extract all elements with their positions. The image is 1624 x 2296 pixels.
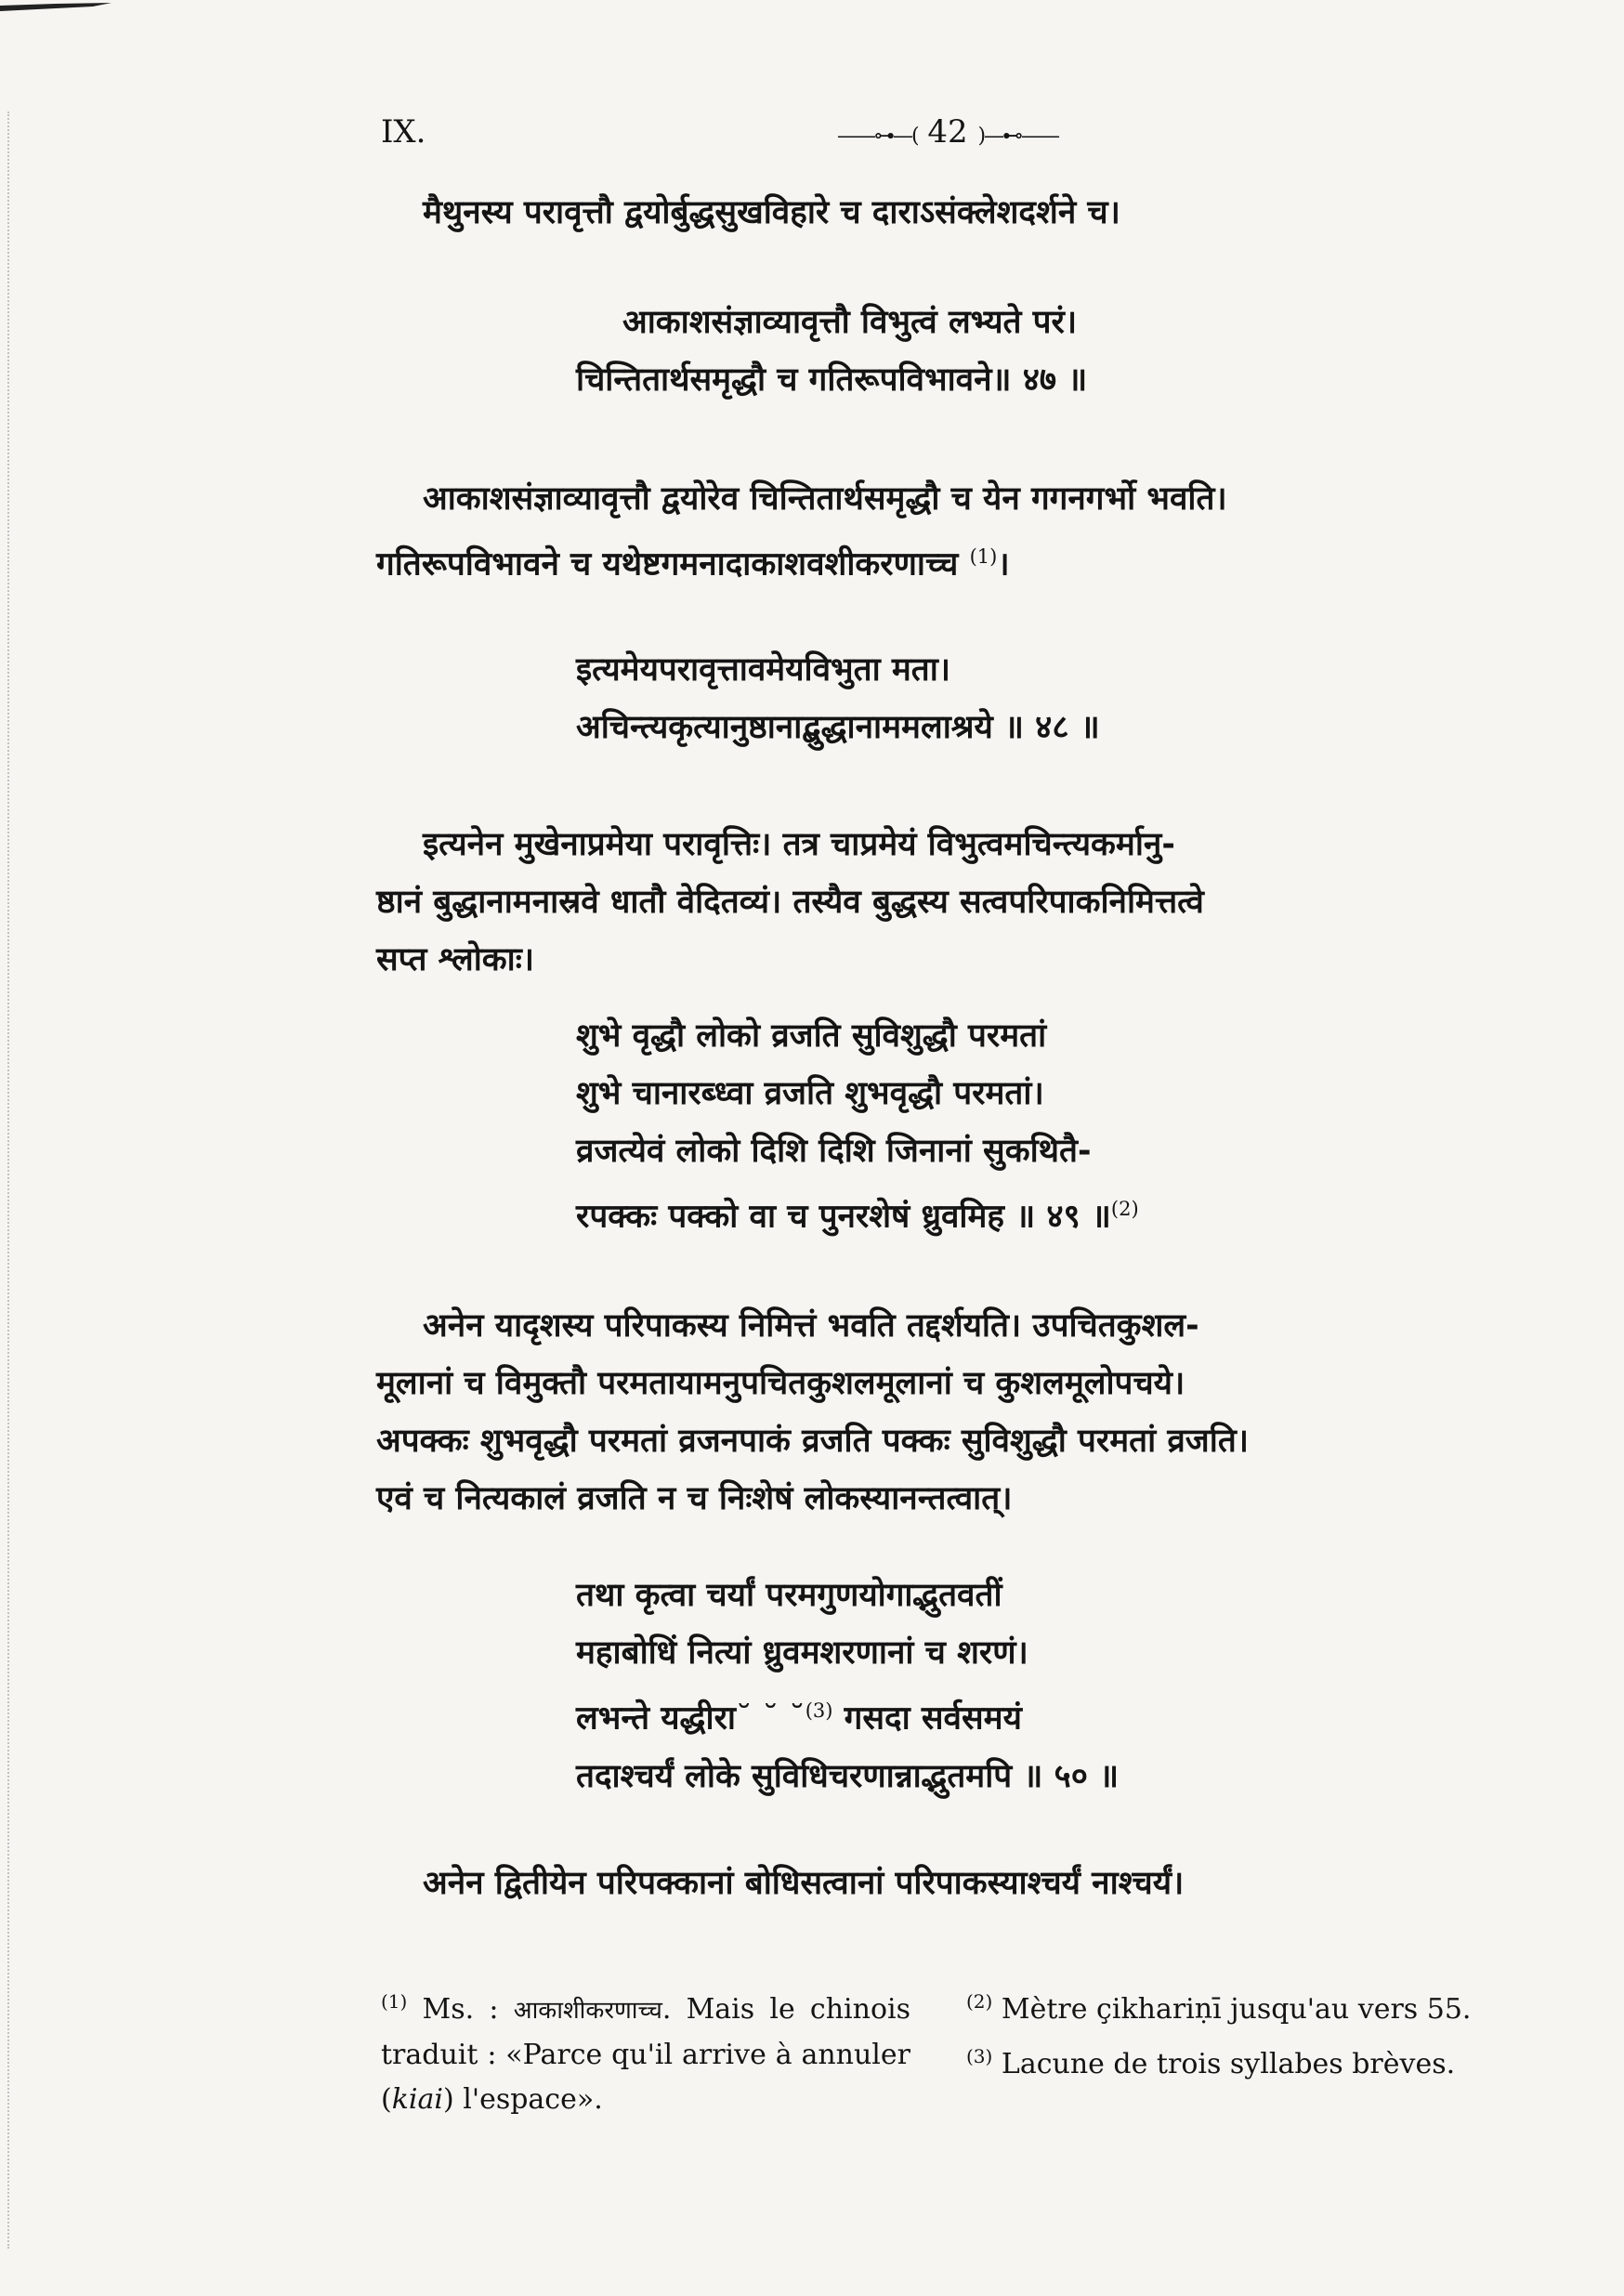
verse-49: शुभे वृद्धौ लोको व्रजति सुविशुद्धौ परमतां शुभे चानारब्ध्वा व्रजति शुभवृद्धौ परमतां। व्रजत्येवं लोको दिशि दिशि जिनानां सुकथितै- रपक्कः पक्को वा च पुनरशेषं ध्रुवमिह ॥ ४९ ॥$^{(2)}$ [576, 1017, 1139, 1236]
ornament-left-icon: ——⊶—( [836, 125, 918, 148]
prose-paragraph-3: इत्यनेन मुखेनाप्रमेया परावृत्तिः। तत्र चाप्रमेयं विभुत्वमचिन्त्यकर्मानु- ष्ठानं बुद्धानामनास्रवे धातौ वेदितव्यं। तस्यैव बुद्धस्य सत्वपरिपाकनिमित्तत्वे सप्त श्लोकाः। [376, 826, 1204, 978]
footnote-1: $^{(1)}$ Ms. : आकाशीकरणाच्च. Mais le chinois traduit : «Parce qu'il arrive à annuler (kiai) l'espace». [381, 1990, 910, 2116]
prose-paragraph-5: अनेन द्वितीयेन परिपक्कानां बोधिसत्वानां परिपाकस्याश्चर्यं नाश्चर्यं। [423, 1865, 1185, 1902]
footnote-ref-3[interactable]: (3) [805, 1699, 833, 1722]
lacuna-marks: ˘ ˘ ˘ [735, 1699, 805, 1738]
verse-50: तथा कृत्वा चर्यां परमगुणयोगाद्भुतवतीं महाबोधिं नित्यां ध्रुवमशरणानां च शरणं। लभन्ते यद्धीरा˘ ˘ ˘$^{(3)}$ गसदा सर्वसमयं तदाश्चर्यं लोके सुविधिचरणान्नाद्भुतमपि ॥ ५० ॥ [576, 1577, 1120, 1795]
footnote-ref-1[interactable]: (1) [969, 545, 998, 568]
footnote-ref-2[interactable]: (2) [1110, 1198, 1139, 1220]
verse-48: इत्यमेयपरावृत्तावमेयविभुता मता। अचिन्त्यकृत्यानुष्ठानाद्बुद्धानाममलाश्रये ॥ ४८ ॥ [576, 651, 1100, 746]
verse-47: आकाशसंज्ञाव्यावृत्तौ विभुत्वं लभ्यते परं। चिन्तितार्थसमृद्धौ च गतिरूपविभावने॥ ४७ ॥ [576, 304, 1088, 399]
prose-paragraph-4: अनेन यादृशस्य परिपाकस्य निमित्तं भवति तद्दर्शयति। उपचितकुशल- मूलानां च विमुक्तौ परमतायामनुपचितकुशलमूलानां च कुशलमूलोपचये। अपक्कः शुभवृद्धौ परमतां व्रजनपाकं व्रजति पक्कः सुविशुद्धौ परमतां व्रजति। एवं च नित्यकालं व्रजति न च निःशेषं लोकस्यानन्तत्वात्। [376, 1307, 1250, 1517]
footnote-2: $^{(2)}$ Mètre çikhariṇī jusqu'au vers 55. [966, 1990, 1472, 2026]
footnote-column-left [381, 1979, 910, 2124]
prose-paragraph-1: मैथुनस्य परावृत्तौ द्वयोर्बुद्धसुखविहारे च दाराऽसंक्लेशदर्शने च। [423, 194, 1120, 231]
ornament-right-icon: )—⊷—— [977, 125, 1059, 148]
page-number: ——⊶—( 42 )—⊷—— [836, 113, 1059, 151]
chapter-number: IX. [381, 113, 426, 151]
margin-binding-dots [7, 112, 15, 2249]
prose-paragraph-2: आकाशसंज्ञाव्यावृत्तौ द्वयोरेव चिन्तितार्थसमृद्धौ च येन गगनगर्भो भवति। गतिरूपविभावने च यथेष्टगमनादाकाशवशीकरणाच्च $^{(1)}$। [376, 480, 1227, 584]
footnote-3: $^{(3)}$ Lacune de trois syllabes brèves. [966, 2045, 1456, 2080]
footnote-column-right [966, 1979, 1533, 2089]
edge-ink-mark [0, 0, 149, 13]
running-header [381, 113, 1524, 160]
